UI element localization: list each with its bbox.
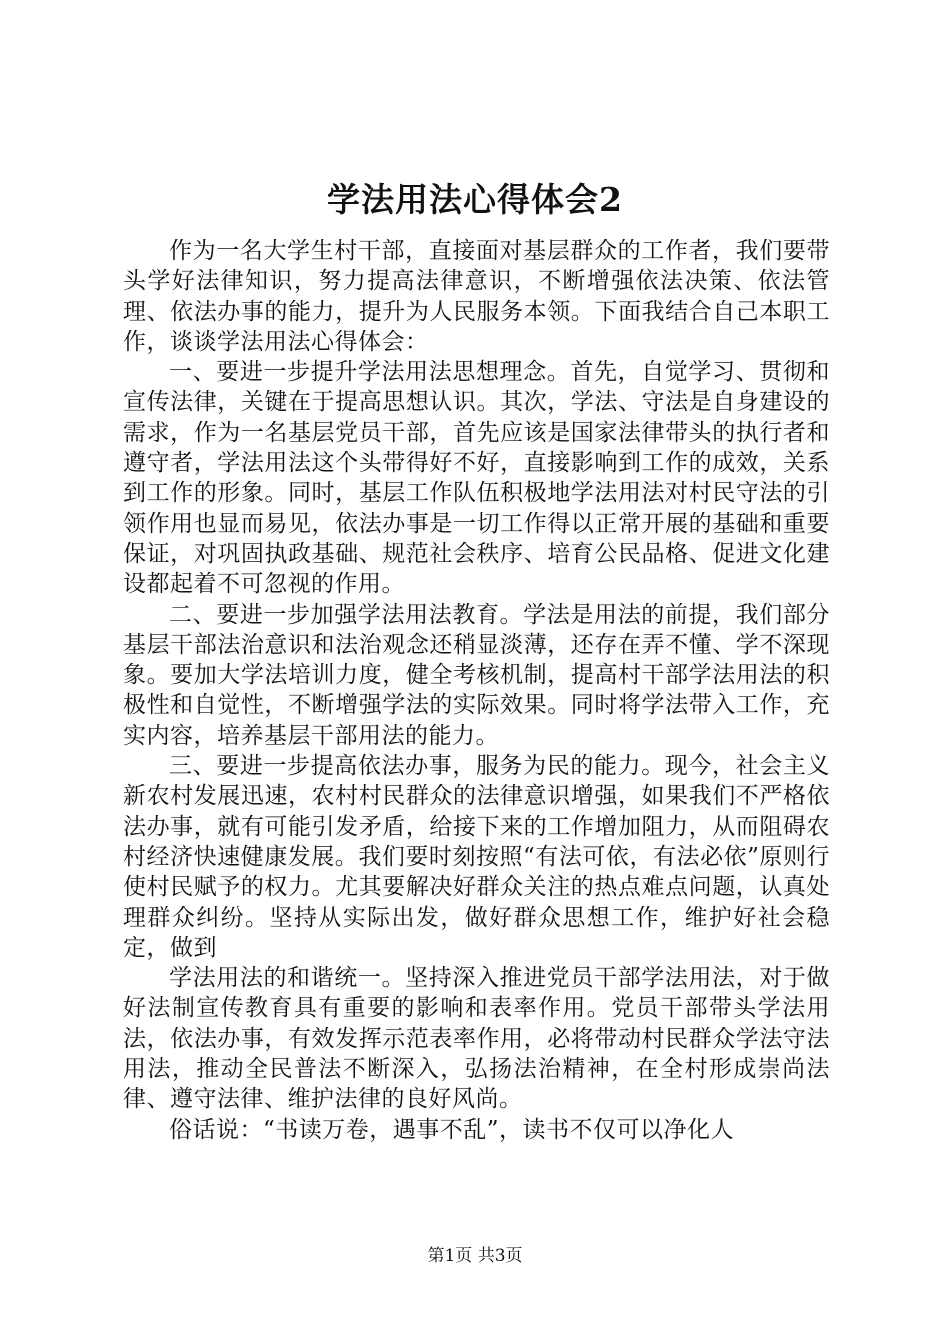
document-body <box>123 236 830 1145</box>
paragraph-proverb: 俗话说：“书读万卷，遇事不乱”，读书不仅可以净化人 <box>169 1116 735 1143</box>
paragraph-intro: 作为一名大学生村干部，直接面对基层群众的工作者，我们要带头学好法律知识，努力提高法律意识，不断增强依法决策、依法管理、依法办事的能力，提升为人民服务本领。下面我结合自己本职工作，谈谈学法用法心得体会： <box>123 238 830 355</box>
page-footer: 第1页 共3页 <box>427 1246 523 1266</box>
document-title: 学法用法心得体会2 <box>327 180 623 219</box>
paragraph-section-3: 三、要进一步提高依法办事，服务为民的能力。现今，社会主义新农村发展迅速，农村村民群众的法律意识增强，如果我们不严格依法办事，就有可能引发矛盾，给接下来的工作增加阻力，从而阻碍农村经济快速健康发展。我们要时刻按照“有法可依，有法必依”原则行使村民赋予的权力。尤其要解决好群众关注的热点难点问题，认真处理群众纠纷。坚持从实际出发，做好群众思想工作，维护好社会稳定，做到 <box>123 753 830 961</box>
paragraph-section-2: 二、要进一步加强学法用法教育。学法是用法的前提，我们部分基层干部法治意识和法治观念还稍显淡薄，还存在弄不懂、学不深现象。要加大学法培训力度，健全考核机制，提高村干部学法用法的积极性和自觉性，不断增强学法的实际效果。同时将学法带入工作，充实内容，培养基层干部用法的能力。 <box>123 601 830 749</box>
paragraph-unity: 学法用法的和谐统一。坚持深入推进党员干部学法用法，对于做好法制宣传教育具有重要的影响和表率作用。党员干部带头学法用法，依法办事，有效发挥示范表率作用，必将带动村民群众学法守法用法，推动全民普法不断深入，弘扬法治精神，在全村形成崇尚法律、遵守法律、维护法律的良好风尚。 <box>123 965 830 1113</box>
paragraph-section-1: 一、要进一步提升学法用法思想理念。首先，自觉学习、贯彻和宣传法律，关键在于提高思想认识。其次，学法、守法是自身建设的需求，作为一名基层党员干部，首先应该是国家法律带头的执行者和遵守者，学法用法这个头带得好不好，直接影响到工作的成效，关系到工作的形象。同时，基层工作队伍积极地学法用法对村民守法的引领作用也显而易见，依法办事是一切工作得以正常开展的基础和重要保证，对巩固执政基础、规范社会秩序、培育公民品格、促进文化建设都起着不可忽视的作用。 <box>123 359 830 598</box>
